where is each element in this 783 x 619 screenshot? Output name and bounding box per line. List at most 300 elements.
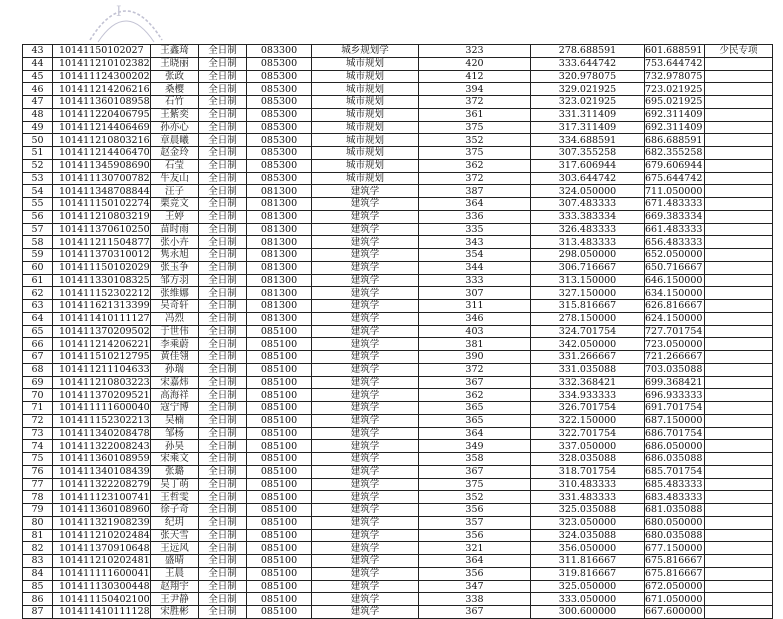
- candidate-name: 宋乘文: [151, 453, 199, 466]
- program-name: 建筑学: [312, 427, 419, 440]
- candidate-name: 苗时雨: [151, 223, 199, 236]
- study-mode: 全日制: [199, 185, 247, 198]
- table-row: [23, 198, 773, 211]
- program-code: 081300: [247, 236, 312, 249]
- program-name: 建筑学: [312, 402, 419, 415]
- total-score: 686.701754: [645, 427, 705, 440]
- preliminary-score: 333: [419, 274, 531, 287]
- table-row: [23, 83, 773, 96]
- study-mode: 全日制: [199, 580, 247, 593]
- table-row: [23, 338, 773, 351]
- total-score: 683.483333: [645, 491, 705, 504]
- program-code: 085300: [247, 159, 312, 172]
- study-mode: 全日制: [199, 542, 247, 555]
- retest-score: 333.050000: [531, 593, 645, 606]
- study-mode: 全日制: [199, 516, 247, 529]
- remark: [705, 491, 773, 504]
- row-number: 73: [23, 427, 53, 440]
- candidate-id: 101411322208279: [53, 478, 151, 491]
- program-code: 085300: [247, 70, 312, 83]
- remark: [705, 606, 773, 619]
- candidate-id: 101411220406795: [53, 108, 151, 121]
- study-mode: 全日制: [199, 223, 247, 236]
- remark: [705, 478, 773, 491]
- candidate-name: 张璐: [151, 465, 199, 478]
- program-code: 085100: [247, 555, 312, 568]
- retest-score: 317.606944: [531, 159, 645, 172]
- candidate-id: 101411340108439: [53, 465, 151, 478]
- program-code: 085100: [247, 542, 312, 555]
- row-number: 51: [23, 147, 53, 160]
- table-row: [23, 478, 773, 491]
- retest-score: 315.816667: [531, 300, 645, 313]
- table-row: [23, 96, 773, 109]
- candidate-name: 寇宁博: [151, 402, 199, 415]
- preliminary-score: 356: [419, 567, 531, 580]
- total-score: 692.311409: [645, 108, 705, 121]
- candidate-id: 101411150102029: [53, 261, 151, 274]
- preliminary-score: 365: [419, 402, 531, 415]
- candidate-name: 石竹: [151, 96, 199, 109]
- table-row: [23, 159, 773, 172]
- remark: [705, 338, 773, 351]
- table-row: [23, 134, 773, 147]
- row-number: 55: [23, 198, 53, 211]
- preliminary-score: 307: [419, 287, 531, 300]
- candidate-name: 王紫奕: [151, 108, 199, 121]
- preliminary-score: 420: [419, 57, 531, 70]
- program-name: 城市规划: [312, 134, 419, 147]
- retest-score: 333.644742: [531, 57, 645, 70]
- total-score: 679.606944: [645, 159, 705, 172]
- row-number: 69: [23, 376, 53, 389]
- study-mode: 全日制: [199, 567, 247, 580]
- program-name: 建筑学: [312, 376, 419, 389]
- program-code: 085100: [247, 325, 312, 338]
- remark: [705, 147, 773, 160]
- program-code: 085300: [247, 83, 312, 96]
- preliminary-score: 364: [419, 555, 531, 568]
- table-row: [23, 300, 773, 313]
- table-row: [23, 210, 773, 223]
- retest-score: 310.483333: [531, 478, 645, 491]
- study-mode: 全日制: [199, 45, 247, 58]
- remark: [705, 261, 773, 274]
- table-row: [23, 516, 773, 529]
- candidate-id: 101411345908690: [53, 159, 151, 172]
- row-number: 85: [23, 580, 53, 593]
- table-row: [23, 389, 773, 402]
- candidate-id: 101411214206216: [53, 83, 151, 96]
- remark: [705, 351, 773, 364]
- row-number: 52: [23, 159, 53, 172]
- candidate-name: 吴楠: [151, 414, 199, 427]
- table-row: [23, 606, 773, 619]
- study-mode: 全日制: [199, 338, 247, 351]
- total-score: 675.644742: [645, 172, 705, 185]
- total-score: 681.035088: [645, 504, 705, 517]
- candidate-id: 101411210102382: [53, 57, 151, 70]
- candidate-name: 张维娜: [151, 287, 199, 300]
- row-number: 83: [23, 555, 53, 568]
- candidate-name: 邹方羽: [151, 274, 199, 287]
- total-score: 671.483333: [645, 198, 705, 211]
- study-mode: 全日制: [199, 261, 247, 274]
- preliminary-score: 358: [419, 453, 531, 466]
- row-number: 61: [23, 274, 53, 287]
- program-code: 083300: [247, 45, 312, 58]
- study-mode: 全日制: [199, 274, 247, 287]
- preliminary-score: 362: [419, 389, 531, 402]
- program-name: 建筑学: [312, 580, 419, 593]
- retest-score: 333.383334: [531, 210, 645, 223]
- program-code: 085100: [247, 363, 312, 376]
- table-row: [23, 261, 773, 274]
- retest-score: 322.150000: [531, 414, 645, 427]
- study-mode: 全日制: [199, 121, 247, 134]
- table-row: [23, 567, 773, 580]
- total-score: 723.021925: [645, 83, 705, 96]
- retest-score: 313.483333: [531, 236, 645, 249]
- table-row: [23, 325, 773, 338]
- preliminary-score: 365: [419, 414, 531, 427]
- retest-score: 324.701754: [531, 325, 645, 338]
- remark: [705, 108, 773, 121]
- preliminary-score: 321: [419, 542, 531, 555]
- remark: [705, 529, 773, 542]
- preliminary-score: 394: [419, 83, 531, 96]
- program-name: 建筑学: [312, 504, 419, 517]
- row-number: 64: [23, 312, 53, 325]
- retest-score: 322.701754: [531, 427, 645, 440]
- candidate-name: 孙昊: [151, 440, 199, 453]
- study-mode: 全日制: [199, 108, 247, 121]
- program-code: 085300: [247, 108, 312, 121]
- total-score: 685.701754: [645, 465, 705, 478]
- row-number: 86: [23, 593, 53, 606]
- program-code: 085100: [247, 389, 312, 402]
- remark: [705, 516, 773, 529]
- total-score: 667.600000: [645, 606, 705, 619]
- retest-score: 278.688591: [531, 45, 645, 58]
- program-code: 085100: [247, 440, 312, 453]
- program-name: 建筑学: [312, 389, 419, 402]
- total-score: 691.701754: [645, 402, 705, 415]
- total-score: 703.035088: [645, 363, 705, 376]
- preliminary-score: 349: [419, 440, 531, 453]
- table-row: [23, 274, 773, 287]
- candidate-name: 张小卉: [151, 236, 199, 249]
- candidate-id: 101411130700782: [53, 172, 151, 185]
- program-name: 建筑学: [312, 567, 419, 580]
- retest-score: 331.266667: [531, 351, 645, 364]
- row-number: 46: [23, 83, 53, 96]
- preliminary-score: 367: [419, 465, 531, 478]
- program-code: 081300: [247, 300, 312, 313]
- retest-score: 331.311409: [531, 108, 645, 121]
- total-score: 652.050000: [645, 249, 705, 262]
- study-mode: 全日制: [199, 83, 247, 96]
- row-number: 58: [23, 236, 53, 249]
- remark: [705, 223, 773, 236]
- table-row: [23, 45, 773, 58]
- program-name: 建筑学: [312, 453, 419, 466]
- row-number: 68: [23, 363, 53, 376]
- program-code: 085100: [247, 606, 312, 619]
- preliminary-score: 311: [419, 300, 531, 313]
- preliminary-score: 375: [419, 478, 531, 491]
- candidate-id: 101411123100741: [53, 491, 151, 504]
- candidate-name: 赵翔宇: [151, 580, 199, 593]
- total-score: 601.688591: [645, 45, 705, 58]
- study-mode: 全日制: [199, 287, 247, 300]
- program-name: 建筑学: [312, 312, 419, 325]
- row-number: 75: [23, 453, 53, 466]
- total-score: 723.050000: [645, 338, 705, 351]
- candidate-name: 王哲雯: [151, 491, 199, 504]
- table-row: [23, 147, 773, 160]
- preliminary-score: 367: [419, 606, 531, 619]
- remark: [705, 70, 773, 83]
- preliminary-score: 347: [419, 580, 531, 593]
- program-name: 城市规划: [312, 96, 419, 109]
- table-row: [23, 57, 773, 70]
- candidate-id: 101411360108960: [53, 504, 151, 517]
- row-number: 77: [23, 478, 53, 491]
- candidate-id: 101411111600041: [53, 567, 151, 580]
- admission-score-table: [22, 44, 773, 619]
- program-code: 085100: [247, 402, 312, 415]
- table-row: [23, 376, 773, 389]
- candidate-id: 101411348708844: [53, 185, 151, 198]
- total-score: 686.050000: [645, 440, 705, 453]
- candidate-id: 101411214406470: [53, 147, 151, 160]
- preliminary-score: 381: [419, 338, 531, 351]
- candidate-id: 101411410111128: [53, 606, 151, 619]
- program-name: 建筑学: [312, 542, 419, 555]
- retest-score: 317.311409: [531, 121, 645, 134]
- total-score: 675.816667: [645, 567, 705, 580]
- table-row: [23, 172, 773, 185]
- remark: [705, 414, 773, 427]
- study-mode: 全日制: [199, 478, 247, 491]
- remark: [705, 96, 773, 109]
- preliminary-score: 336: [419, 210, 531, 223]
- row-number: 81: [23, 529, 53, 542]
- total-score: 634.150000: [645, 287, 705, 300]
- total-score: 650.716667: [645, 261, 705, 274]
- remark: [705, 249, 773, 262]
- total-score: 686.035088: [645, 453, 705, 466]
- total-score: 680.050000: [645, 516, 705, 529]
- study-mode: 全日制: [199, 96, 247, 109]
- candidate-id: 101411360108959: [53, 453, 151, 466]
- candidate-name: 王晨: [151, 567, 199, 580]
- table-row: [23, 453, 773, 466]
- retest-score: 325.050000: [531, 580, 645, 593]
- candidate-name: 高海祥: [151, 389, 199, 402]
- program-code: 085100: [247, 453, 312, 466]
- remark: [705, 325, 773, 338]
- candidate-name: 孙瑞: [151, 363, 199, 376]
- preliminary-score: 364: [419, 427, 531, 440]
- study-mode: 全日制: [199, 325, 247, 338]
- study-mode: 全日制: [199, 402, 247, 415]
- retest-score: 307.483333: [531, 198, 645, 211]
- seal-mark: I: [116, 4, 122, 20]
- program-name: 城市规划: [312, 159, 419, 172]
- row-number: 53: [23, 172, 53, 185]
- remark: [705, 312, 773, 325]
- study-mode: 全日制: [199, 236, 247, 249]
- study-mode: 全日制: [199, 529, 247, 542]
- row-number: 59: [23, 249, 53, 262]
- candidate-name: 张玉争: [151, 261, 199, 274]
- program-name: 建筑学: [312, 338, 419, 351]
- study-mode: 全日制: [199, 147, 247, 160]
- candidate-id: 10141150102027: [53, 45, 151, 58]
- candidate-name: 隽永旭: [151, 249, 199, 262]
- row-number: 65: [23, 325, 53, 338]
- row-number: 67: [23, 351, 53, 364]
- preliminary-score: 338: [419, 593, 531, 606]
- candidate-name: 张政: [151, 70, 199, 83]
- remark: 少民专项: [705, 45, 773, 58]
- preliminary-score: 354: [419, 249, 531, 262]
- program-code: 085300: [247, 147, 312, 160]
- candidate-name: 王尹静: [151, 593, 199, 606]
- remark: [705, 376, 773, 389]
- remark: [705, 542, 773, 555]
- candidate-id: 101411152302212: [53, 287, 151, 300]
- total-score: 696.933333: [645, 389, 705, 402]
- program-name: 建筑学: [312, 414, 419, 427]
- program-code: 081300: [247, 312, 312, 325]
- total-score: 721.266667: [645, 351, 705, 364]
- table-row: [23, 363, 773, 376]
- preliminary-score: 323: [419, 45, 531, 58]
- program-code: 085300: [247, 134, 312, 147]
- program-name: 建筑学: [312, 274, 419, 287]
- preliminary-score: 361: [419, 108, 531, 121]
- candidate-id: 101411321908239: [53, 516, 151, 529]
- remark: [705, 593, 773, 606]
- row-number: 62: [23, 287, 53, 300]
- remark: [705, 198, 773, 211]
- program-name: 建筑学: [312, 210, 419, 223]
- preliminary-score: 356: [419, 529, 531, 542]
- study-mode: 全日制: [199, 453, 247, 466]
- official-seal: [86, 0, 166, 46]
- program-name: 建筑学: [312, 249, 419, 262]
- retest-score: 342.050000: [531, 338, 645, 351]
- candidate-id: 101411214206221: [53, 338, 151, 351]
- program-name: 建筑学: [312, 465, 419, 478]
- candidate-id: 101411210202484: [53, 529, 151, 542]
- retest-score: 326.701754: [531, 402, 645, 415]
- total-score: 699.368421: [645, 376, 705, 389]
- candidate-name: 王远风: [151, 542, 199, 555]
- retest-score: 300.600000: [531, 606, 645, 619]
- table-row: [23, 580, 773, 593]
- remark: [705, 83, 773, 96]
- preliminary-score: 346: [419, 312, 531, 325]
- total-score: 685.483333: [645, 478, 705, 491]
- program-code: 081300: [247, 223, 312, 236]
- table-row: [23, 402, 773, 415]
- study-mode: 全日制: [199, 414, 247, 427]
- row-number: 49: [23, 121, 53, 134]
- remark: [705, 121, 773, 134]
- candidate-id: 101411211104633: [53, 363, 151, 376]
- row-number: 78: [23, 491, 53, 504]
- program-code: 085100: [247, 580, 312, 593]
- candidate-name: 石莹: [151, 159, 199, 172]
- retest-score: 323.021925: [531, 96, 645, 109]
- candidate-name: 盛晴: [151, 555, 199, 568]
- row-number: 44: [23, 57, 53, 70]
- remark: [705, 465, 773, 478]
- preliminary-score: 344: [419, 261, 531, 274]
- program-code: 085100: [247, 516, 312, 529]
- remark: [705, 389, 773, 402]
- candidate-name: 赵金玲: [151, 147, 199, 160]
- study-mode: 全日制: [199, 465, 247, 478]
- program-name: 建筑学: [312, 351, 419, 364]
- remark: [705, 172, 773, 185]
- preliminary-score: 362: [419, 159, 531, 172]
- candidate-id: 101411211504877: [53, 236, 151, 249]
- study-mode: 全日制: [199, 351, 247, 364]
- program-name: 城市规划: [312, 70, 419, 83]
- row-number: 74: [23, 440, 53, 453]
- preliminary-score: 375: [419, 121, 531, 134]
- total-score: 675.816667: [645, 555, 705, 568]
- total-score: 711.050000: [645, 185, 705, 198]
- program-code: 085300: [247, 57, 312, 70]
- remark: [705, 287, 773, 300]
- preliminary-score: 335: [419, 223, 531, 236]
- row-number: 82: [23, 542, 53, 555]
- remark: [705, 402, 773, 415]
- candidate-id: 101411370610250: [53, 223, 151, 236]
- candidate-id: 101411410111127: [53, 312, 151, 325]
- row-number: 80: [23, 516, 53, 529]
- table-row: [23, 440, 773, 453]
- candidate-id: 101411360108958: [53, 96, 151, 109]
- study-mode: 全日制: [199, 70, 247, 83]
- candidate-name: 王婷: [151, 210, 199, 223]
- study-mode: 全日制: [199, 440, 247, 453]
- remark: [705, 159, 773, 172]
- remark: [705, 300, 773, 313]
- row-number: 84: [23, 567, 53, 580]
- total-score: 661.483333: [645, 223, 705, 236]
- program-name: 建筑学: [312, 516, 419, 529]
- candidate-id: 101411150402100: [53, 593, 151, 606]
- candidate-name: 吴奇轩: [151, 300, 199, 313]
- preliminary-score: 387: [419, 185, 531, 198]
- program-code: 081300: [247, 185, 312, 198]
- preliminary-score: 356: [419, 504, 531, 517]
- candidate-name: 吴丁萌: [151, 478, 199, 491]
- candidate-id: 101411340208478: [53, 427, 151, 440]
- study-mode: 全日制: [199, 491, 247, 504]
- program-code: 085100: [247, 567, 312, 580]
- candidate-name: 牛友山: [151, 172, 199, 185]
- candidate-name: 于世伟: [151, 325, 199, 338]
- program-name: 建筑学: [312, 287, 419, 300]
